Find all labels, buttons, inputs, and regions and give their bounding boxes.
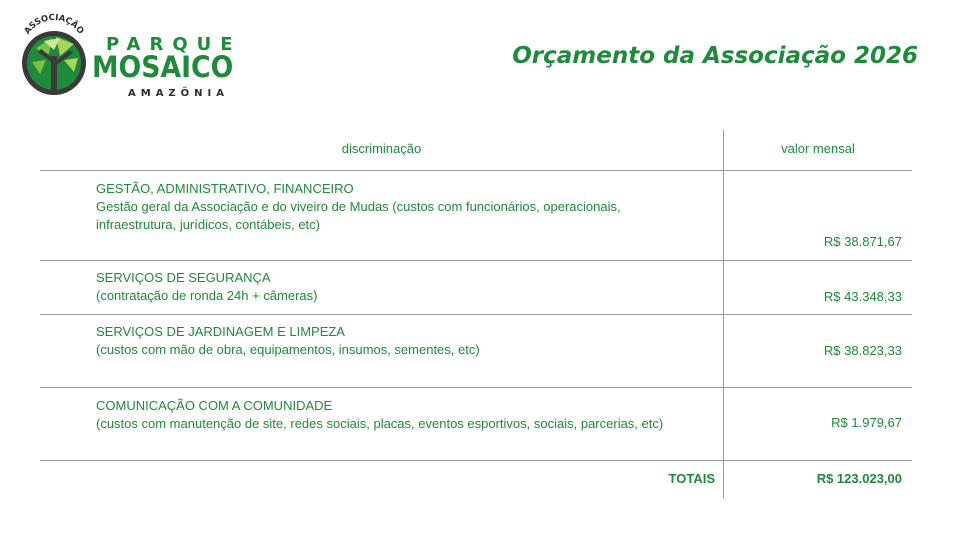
row-detail: (custos com mão de obra, equipamentos, insumos, sementes, etc)	[96, 342, 480, 357]
row-detail: (custos com manutenção de site, redes sociais, placas, eventos esportivos, sociais, parcerias, etc)	[96, 416, 664, 431]
row-label: GESTÃO, ADMINISTRATIVO, FINANCEIRO	[96, 181, 354, 196]
row-value: R$ 1.979,67	[831, 415, 902, 430]
table-row	[40, 315, 912, 388]
row-value: R$ 38.823,33	[823, 343, 902, 358]
budget-table	[40, 130, 912, 499]
brand-parque: PARQUE	[106, 34, 242, 55]
brand-association-text: ASSOCIAÇÃO	[22, 12, 86, 37]
totals-row	[40, 461, 912, 499]
table-row	[40, 261, 912, 315]
row-value: R$ 43.348,33	[823, 289, 902, 304]
header-value: valor mensal	[781, 141, 855, 156]
page-title: Orçamento da Associação 2026	[512, 43, 918, 69]
row-detail: infraestrutura, jurídicos, contábeis, etc)	[96, 217, 320, 232]
row-description	[96, 397, 718, 433]
row-description	[96, 323, 718, 359]
row-label: COMUNICAÇÃO COM A COMUNIDADE	[96, 398, 333, 413]
brand-logo	[14, 8, 254, 100]
row-description	[96, 269, 718, 305]
row-detail: (contratação de ronda 24h + câmeras)	[96, 288, 318, 303]
row-label: SERVIÇOS DE SEGURANÇA	[96, 270, 271, 285]
totals-value: R$ 123.023,00	[816, 471, 902, 486]
totals-label: TOTAIS	[668, 471, 715, 486]
header-description: discriminação	[341, 141, 422, 156]
brand-amazonia: AMAZÔNIA	[128, 88, 230, 99]
brand-mosaico: MOSAICO	[92, 50, 234, 84]
row-label: SERVIÇOS DE JARDINAGEM E LIMPEZA	[96, 324, 345, 339]
row-value: R$ 38.871,67	[823, 234, 902, 249]
tree-emblem-icon	[14, 8, 94, 100]
row-detail: Gestão geral da Associação e do viveiro de Mudas (custos com funcionários, operacionais,	[96, 199, 621, 214]
table-row	[40, 171, 912, 261]
row-description	[96, 180, 718, 234]
table-header	[40, 130, 912, 171]
table-row	[40, 388, 912, 461]
